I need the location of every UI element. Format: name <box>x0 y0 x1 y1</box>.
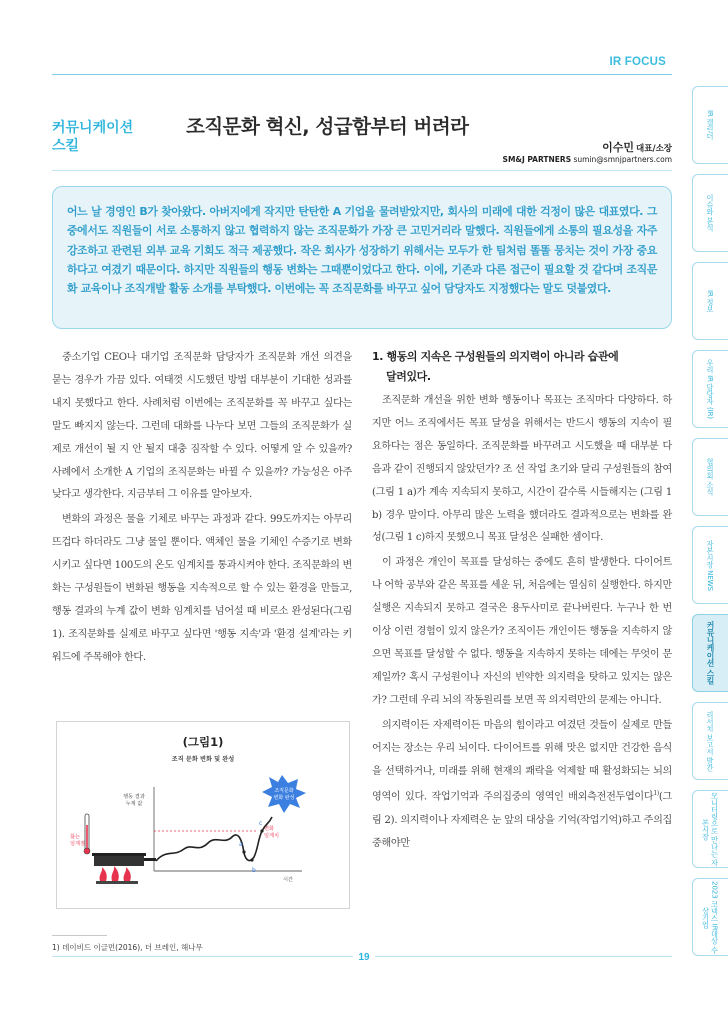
figure-point-c-label: c <box>259 820 263 827</box>
page-number <box>0 952 728 963</box>
figure-1 <box>56 721 350 909</box>
side-tab-monitoring[interactable] <box>692 790 728 868</box>
figure-point-c-marker <box>260 829 263 832</box>
section-heading-1-line1: 1. 행동의 지속은 구성원들의 의지력이 아니라 습관에 <box>372 350 619 363</box>
side-tab-label: 협의회 소식 <box>706 458 715 496</box>
section-heading-1-line2: 달려있다. <box>386 370 431 383</box>
side-tab-label: 자본시장 NEWS <box>706 539 715 591</box>
side-tab-issue-analysis[interactable] <box>692 174 728 252</box>
author-email[interactable]: sumin@smnjpartners.com <box>573 155 672 164</box>
right-paragraph-1: 조직문화 개선을 위한 변화 행동이나 목표는 조직마다 다양하다. 하지만 어느 조직에서든 목표 달성을 위해서는 반드시 행동의 지속이 필요하다는 점은 동일하다. 조직문화를 바꾸려고 시도했을 때 대부분 다음과 같이 진행되지 않았던가? 조 선 작업 초기와 달리 구성원들의 참여(그림 1 a)가 계속 지속되지 못하고, 시간이 갈수록 시들해지는 (그림 1 b) 경우 말이다. 아무리 많은 노력을 했더라도 결과적으로는 변화를 완성(그림 1 c)하지 못했으니 목표 달성은 실패한 셈이다. <box>372 395 672 544</box>
figure-burst-label-line1: 조직문화 <box>274 788 294 794</box>
article-title: 조직문화 혁신, 성급함부터 버려라 <box>186 115 469 138</box>
side-tab-communication-skill[interactable] <box>692 614 728 692</box>
right-paragraph-3 <box>372 715 672 856</box>
section-tag: IR FOCUS <box>609 56 666 68</box>
side-tab-research-report[interactable] <box>692 702 728 780</box>
side-tab-label: IR 캘린더 <box>706 110 715 140</box>
side-tab-konex-ir-award[interactable] <box>692 878 728 956</box>
figure-subtitle: 조직 문화 변화 및 완성 <box>171 756 235 763</box>
side-tab-navigation <box>692 86 728 966</box>
top-header-bar <box>52 50 672 75</box>
side-tab-ir-manager[interactable] <box>692 350 728 428</box>
author-affiliation <box>503 155 672 164</box>
burner-icon <box>96 881 138 884</box>
side-tab-label: 2023 코넥스 IR대상 수상기업 <box>701 880 720 954</box>
side-tab-label: 모니터링으로 만나는 자본시장 <box>701 791 720 867</box>
title-divider <box>52 170 672 171</box>
right-paragraph-3-text: 의지력이든 자제력이든 마음의 힘이라고 여겼던 것들이 실제로 만들어지는 장소는 우리 뇌이다. 다이어트를 위해 맛은 없지만 건강한 음식을 선택하거나, 미래를 위해 현재의 쾌락을 억제할 때 활성화되는 뇌의 영역이 있다. 작업기억과 주의집중의 영역인 배외측전전두엽이다 <box>372 719 672 803</box>
side-tab-label: 이슈와 분석 <box>706 194 715 232</box>
summary-text: 어느 날 경영인 B가 찾아왔다. 아버지에게 작지만 탄탄한 A 기업을 물려받았지만, 회사의 미래에 대한 걱정이 많은 대표였다. 그 중에서도 직원들이 서로 소통하지 않고 협력하지 않는 조직문화가 가장 큰 고민거리라 말했다. 직원들에게 소통의 필요성을 자주 강조하고 관련된 외부 교육 기회도 적극 제공했다. 작은 회사가 성장하기 위해서는 모두가 한 팀처럼 똘똘 뭉치는 것이 가장 중요하다고 여겼기 때문이다. 하지만 직원들의 행동 변화는 그때뿐이었다고 한다. 이에, 기존과 다른 접근이 필요할 것 같다며 조직문화 교육이나 조직개발 활동 소개를 부탁했다. 이번에는 꼭 조직문화를 바꾸고 싶어 담당자도 지정했다는 말도 덧붙였다. <box>67 205 657 296</box>
right-paragraph-2: 이 과정은 개인이 목표를 달성하는 중에도 흔히 발생한다. 다이어트나 어학 공부와 같은 목표를 세운 뒤, 처음에는 열심히 실행한다. 하지만 실행은 지속되지 못하고 결국은 용두사미로 끝나버린다. 누구나 한 번 이상 이런 경험이 있지 않은가? 조직이든 개인이든 행동을 지속하지 않으면 목표를 달성할 수 없다. 행동을 지속하지 못하는 데에는 무엇이 문제일까? 혹시 구성원이나 자신의 빈약한 의지력을 탓하고 있지는 않은가? 그런데 우리 뇌의 작동원리를 보면 꼭 의지력만의 문제는 아니다. <box>372 557 672 706</box>
footnote-ref-1: 1) <box>653 790 659 798</box>
figure-threshold-label-line1: 변화 <box>264 826 275 832</box>
pot-rim-icon <box>92 853 146 856</box>
right-paragraph-3-tail: (그림 2). 의지력이나 자제력은 눈 앞의 대상을 기억(작업기억)하고 주의집중해야만 <box>372 791 672 849</box>
figure-title: (그림1) <box>182 735 224 749</box>
thermometer-bulb-icon <box>84 848 90 854</box>
figure-point-a-marker <box>242 850 245 853</box>
pot-handle-icon <box>144 858 156 861</box>
author-name: 이수민 <box>602 141 635 154</box>
left-paragraph-2: 변화의 과정은 물을 기체로 바꾸는 과정과 같다. 99도까지는 아무리 뜨겁다 하더라도 그냥 물일 뿐이다. 액체인 물을 기체인 수증기로 변화시키고 싶다면 100도의 온도 임계치를 통과시켜야 한다. 조직문화의 변화는 구성원들이 변화된 행동을 지속적으로 할 수 있는 환경을 만들고, 행동 결과의 누계 값이 변화 임계치를 넘어설 때 비로소 완성된다(그림 1). 조직문화를 실제로 바꾸고 싶다면 '행동 지속'과 '환경 설계'라는 키워드에 주목해야 한다. <box>52 514 352 663</box>
side-tab-ir-info[interactable] <box>692 262 728 340</box>
side-tab-label: 우리 IR 담당자 (IR) <box>706 359 715 419</box>
figure-threshold-label-line2: 임계치 <box>264 833 280 839</box>
author-company: SM&J PARTNERS <box>502 155 572 164</box>
figure-1-illustration <box>56 721 350 909</box>
left-paragraph-1: 중소기업 CEO나 대기업 조직문화 담당자가 조직문화 개선 의견을 묻는 경우가 가끔 있다. 여태껏 시도했던 방법 대부분이 기대한 성과를 내지 못했다고 한다. 사례처럼 이번에는 조직문화를 꼭 바꾸고 싶다는 말도 빠지지 않는다. 그런데 대화를 나누다 보면 그들의 조직문화가 실제로 개선이 될 지 안 될지 대충 짐작할 수 있다. 어떻게 알 수 있을까? 사례에서 소개한 A 기업의 조직문화는 바뀔 수 있을까? 가능성은 아주 낮다고 생각한다. 지금부터 그 이유를 알아보자. <box>52 352 352 501</box>
summary-box <box>52 186 672 329</box>
figure-boil-label-line1: 끓는 <box>70 834 81 840</box>
figure-burst-label-line2: 변화 완성 <box>273 795 295 801</box>
side-tab-label: IR 정보 <box>706 289 715 313</box>
pot-icon <box>94 855 144 866</box>
section-heading-1 <box>372 347 672 387</box>
figure-x-label: 시간 <box>282 877 294 883</box>
figure-point-b-marker <box>250 858 253 861</box>
figure-y-label-line2: 누계 값 <box>125 801 143 807</box>
footnote-divider <box>52 935 107 936</box>
author-role: 대표/소장 <box>636 144 672 154</box>
column-label-line2: 스킬 <box>52 138 80 154</box>
right-column <box>372 347 672 855</box>
column-label <box>52 119 152 155</box>
page-number-text: 19 <box>353 952 374 963</box>
left-column <box>52 347 352 670</box>
footnote: 1) 데이비드 이글먼(2016), 더 브레인, 해나무 <box>52 943 203 952</box>
side-tab-association-news[interactable] <box>692 438 728 516</box>
figure-boil-label-line2: 임계점 <box>70 841 86 847</box>
side-tab-label: 커뮤니케이션 스킬 <box>706 621 715 685</box>
figure-point-a-label: a <box>239 841 243 848</box>
figure-point-b-label: b <box>252 867 256 874</box>
side-tab-label: 리서치 보고서 발간 <box>706 710 715 772</box>
thermometer-level <box>86 825 88 850</box>
column-label-line1: 커뮤니케이션 <box>52 120 134 136</box>
figure-y-label-line1: 행동 결과 <box>123 794 145 800</box>
side-tab-ir-calendar[interactable] <box>692 86 728 164</box>
side-tab-capital-market-news[interactable] <box>692 526 728 604</box>
author-byline <box>602 139 672 155</box>
